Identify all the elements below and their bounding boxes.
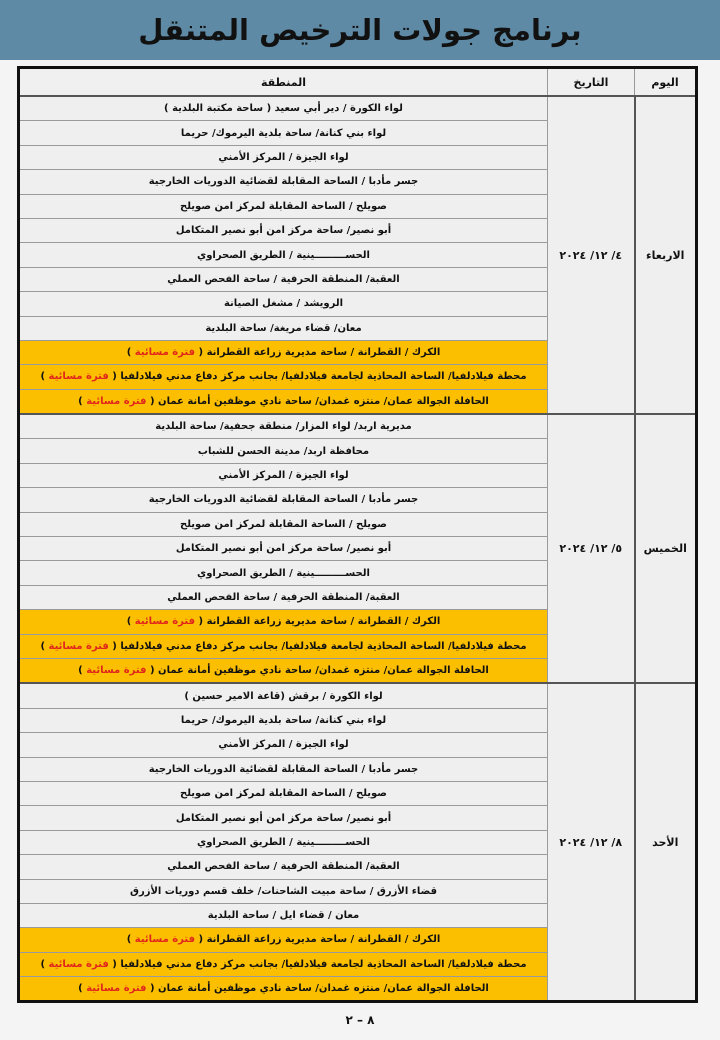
evening-note-text: فترة مسائية bbox=[134, 934, 196, 946]
page-title: برنامج جولات الترخيص المتنقل bbox=[138, 13, 582, 47]
area-cell bbox=[19, 561, 548, 585]
page-number: ٨ – ٢ bbox=[345, 1013, 375, 1027]
header-date: التاريخ bbox=[548, 68, 635, 97]
table-row bbox=[19, 683, 697, 708]
header-area: المنطقة bbox=[19, 68, 548, 97]
day-cell: الأحد bbox=[635, 683, 697, 1002]
evening-note bbox=[40, 371, 116, 382]
area-text: جسر مأدبا / الساحة المقابلة لقضائية الدوريات الخارجية bbox=[148, 176, 419, 188]
area-text: معان / قضاء ايل / ساحة البلدية bbox=[207, 910, 360, 922]
area-cell bbox=[19, 267, 548, 291]
date-cell: ٨/ ١٢/ ٢٠٢٤ bbox=[548, 683, 635, 1002]
evening-note bbox=[40, 641, 116, 652]
area-text: لواء الجيزة / المركز الأمني bbox=[218, 739, 349, 751]
area-cell-evening bbox=[19, 365, 548, 389]
area-text: لواء الكورة / برقش (قاعة الامير حسين ) bbox=[184, 690, 383, 702]
area-text: لواء الجيزة / المركز الأمني bbox=[218, 151, 349, 163]
area-text: محطة فيلادلفيا/ الساحة المحاذية لجامعة فيلادلفيا/ بجانب مركز دفاع مدني فيلادلفيا bbox=[120, 371, 527, 383]
area-cell-evening bbox=[19, 977, 548, 1002]
area-text: صويلح / الساحة المقابلة لمركز امن صويلح bbox=[180, 788, 387, 800]
area-text: الحســـــــــينية / الطريق الصحراوي bbox=[197, 836, 370, 848]
evening-note-text: فترة مسائية bbox=[48, 371, 109, 383]
area-text: الكرك / القطرانة / ساحة مديرية زراعة القطرانة bbox=[206, 347, 441, 359]
evening-note-text: فترة مسائية bbox=[134, 347, 196, 359]
area-cell-evening bbox=[19, 389, 548, 414]
area-text: محافظة اربد/ مدينة الحسن للشباب bbox=[197, 445, 370, 457]
area-text: العقبة/ المنطقة الحرفية / ساحة الفحص العملي bbox=[167, 861, 400, 873]
schedule-body bbox=[19, 96, 697, 1002]
area-cell bbox=[19, 757, 548, 781]
area-text: مديرية اربد/ لواء المزار/ منطقة جحفية/ ساحة البلدية bbox=[155, 421, 412, 433]
area-cell-evening bbox=[19, 610, 548, 634]
area-text: الحســـــــــينية / الطريق الصحراوي bbox=[197, 567, 370, 579]
area-text: قضاء الأزرق / ساحة مبيت الشاحنات/ خلف قسم دوريات الأزرق bbox=[130, 885, 437, 897]
evening-note bbox=[78, 983, 154, 994]
evening-note bbox=[127, 934, 203, 945]
area-cell-evening bbox=[19, 928, 548, 952]
area-text: محطة فيلادلفيا/ الساحة المحاذية لجامعة فيلادلفيا/ بجانب مركز دفاع مدني فيلادلفيا bbox=[120, 958, 527, 970]
header-day: اليوم bbox=[635, 68, 697, 97]
area-cell-evening bbox=[19, 634, 548, 658]
area-text: الحافلة الجوالة عمان/ منتزه غمدان/ ساحة نادي موظفين أمانة عمان bbox=[158, 665, 489, 677]
area-text: جسر مأدبا / الساحة المقابلة لقضائية الدوريات الخارجية bbox=[148, 763, 419, 775]
area-cell bbox=[19, 243, 548, 267]
area-cell bbox=[19, 439, 548, 463]
area-cell-evening bbox=[19, 658, 548, 683]
evening-note bbox=[127, 347, 203, 358]
area-text: الكرك / القطرانة / ساحة مديرية زراعة القطرانة bbox=[206, 616, 441, 628]
date-cell: ٥/ ١٢/ ٢٠٢٤ bbox=[548, 414, 635, 683]
area-cell bbox=[19, 683, 548, 708]
area-cell bbox=[19, 194, 548, 218]
area-cell-evening bbox=[19, 340, 548, 364]
area-cell bbox=[19, 121, 548, 145]
area-cell bbox=[19, 806, 548, 830]
area-cell bbox=[19, 830, 548, 854]
area-text: صويلح / الساحة المقابلة لمركز امن صويلح bbox=[180, 200, 387, 212]
evening-note bbox=[78, 396, 154, 407]
area-text: العقبة/ المنطقة الحرفية / ساحة الفحص العملي bbox=[167, 273, 400, 285]
area-text: العقبة/ المنطقة الحرفية / ساحة الفحص العملي bbox=[167, 592, 400, 603]
area-cell bbox=[19, 463, 548, 487]
area-cell bbox=[19, 903, 548, 927]
area-text: الرويشد / مشغل الصيانة bbox=[223, 298, 344, 310]
table-row bbox=[19, 96, 697, 121]
area-cell bbox=[19, 316, 548, 340]
area-text: لواء بني كنانة/ ساحة بلدية اليرموك/ حريما bbox=[180, 127, 387, 139]
area-cell bbox=[19, 585, 548, 609]
evening-note-text: فترة مسائية bbox=[86, 983, 147, 995]
evening-note-text: فترة مسائية bbox=[48, 640, 109, 652]
table-row bbox=[19, 414, 697, 439]
area-cell bbox=[19, 414, 548, 439]
area-cell bbox=[19, 733, 548, 757]
area-text: لواء الجيزة / المركز الأمني bbox=[218, 470, 349, 482]
area-text: الحافلة الجوالة عمان/ منتزه غمدان/ ساحة نادي موظفين أمانة عمان bbox=[158, 395, 489, 407]
day-cell: الخميس bbox=[635, 414, 697, 683]
area-cell bbox=[19, 512, 548, 536]
area-text: معان/ قضاء مريغة/ ساحة البلدية bbox=[205, 322, 362, 334]
area-cell bbox=[19, 145, 548, 169]
evening-note bbox=[78, 665, 154, 676]
area-text: جسر مأدبا / الساحة المقابلة لقضائية الدوريات الخارجية bbox=[148, 494, 419, 506]
area-cell bbox=[19, 537, 548, 561]
area-text: الحافلة الجوالة عمان/ منتزه غمدان/ ساحة نادي موظفين أمانة عمان bbox=[158, 983, 489, 995]
area-cell bbox=[19, 170, 548, 194]
area-cell bbox=[19, 781, 548, 805]
area-text: الحســـــــــينية / الطريق الصحراوي bbox=[197, 249, 370, 261]
area-cell bbox=[19, 879, 548, 903]
area-text: لواء الكورة / دير أبي سعيد ( ساحة مكتبة البلدية ) bbox=[164, 103, 403, 115]
title-bar bbox=[0, 0, 720, 60]
area-text: أبو نصير/ ساحة مركز امن أبو نصير المتكامل bbox=[175, 225, 392, 237]
area-cell bbox=[19, 96, 548, 121]
area-text: أبو نصير/ ساحة مركز امن أبو نصير المتكامل bbox=[175, 543, 392, 555]
area-cell bbox=[19, 488, 548, 512]
area-cell bbox=[19, 708, 548, 732]
date-cell: ٤/ ١٢/ ٢٠٢٤ bbox=[548, 96, 635, 414]
schedule-table bbox=[17, 66, 698, 1003]
area-cell bbox=[19, 292, 548, 316]
area-text: أبو نصير/ ساحة مركز امن أبو نصير المتكامل bbox=[175, 812, 392, 824]
header-row bbox=[19, 68, 697, 97]
evening-note-text: فترة مسائية bbox=[134, 616, 196, 628]
evening-note-text: فترة مسائية bbox=[86, 665, 147, 677]
area-cell bbox=[19, 218, 548, 242]
evening-note-text: فترة مسائية bbox=[48, 958, 109, 970]
day-cell: الاربعاء bbox=[635, 96, 697, 414]
evening-note bbox=[127, 616, 203, 627]
area-text: محطة فيلادلفيا/ الساحة المحاذية لجامعة فيلادلفيا/ بجانب مركز دفاع مدني فيلادلفيا bbox=[120, 640, 527, 652]
evening-note-text: فترة مسائية bbox=[86, 395, 147, 407]
area-cell-evening bbox=[19, 952, 548, 976]
area-text: لواء بني كنانة/ ساحة بلدية اليرموك/ حريما bbox=[180, 714, 387, 726]
area-cell bbox=[19, 855, 548, 879]
evening-note bbox=[40, 959, 116, 970]
area-text: الكرك / القطرانة / ساحة مديرية زراعة القطرانة bbox=[206, 934, 441, 946]
area-text: صويلح / الساحة المقابلة لمركز امن صويلح bbox=[180, 518, 387, 530]
